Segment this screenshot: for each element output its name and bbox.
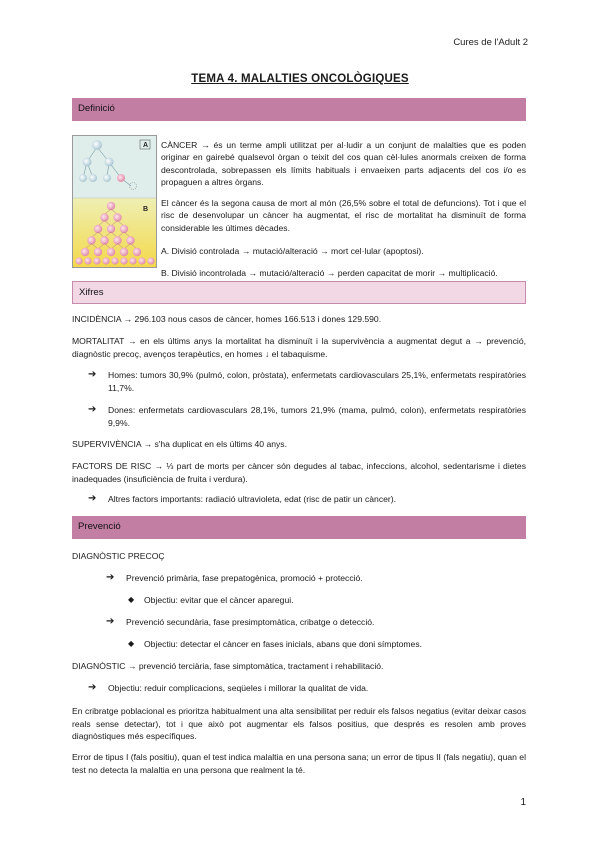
list-item-prevencio-secundaria: ➔ Prevenció secundària, fase presimptomàtica, cribatge o detecció. bbox=[106, 616, 375, 627]
dividing-cell bbox=[107, 225, 115, 233]
list-item-diagnostic-objectiu: ➔ Objectiu: reduir complicacions, seqüeles i millorar la qualitat de vida. bbox=[88, 682, 369, 693]
section-header-definicio: Definició bbox=[72, 98, 526, 121]
dividing-cell bbox=[120, 225, 128, 233]
dividing-cell bbox=[94, 248, 102, 256]
list-item-prevencio-primaria: ➔ Prevenció primària, fase prepatogènica, promoció + protecció. bbox=[106, 572, 363, 583]
dividing-cell bbox=[129, 257, 136, 264]
definition-text-stats: El càncer és la segona causa de mort al món (26,5% sobre el total de defuncions). Tot i que el risc de desenvolupar un càncer ha augmentat, el risc de mortalitat ha disminuït de forma considerable les últimes dècades. bbox=[161, 197, 526, 233]
section-header-xifres: Xifres bbox=[72, 281, 526, 304]
dividing-cell bbox=[113, 236, 121, 244]
dividing-cell bbox=[147, 257, 154, 264]
dividing-cell bbox=[126, 236, 134, 244]
dividing-cell bbox=[138, 257, 145, 264]
dividing-cell bbox=[87, 236, 95, 244]
arrow-bullet-icon: ➔ bbox=[88, 369, 97, 380]
figure-label-b: B bbox=[143, 206, 149, 213]
arrow-bullet-icon: ➔ bbox=[106, 616, 115, 627]
list-item-altres-factors: ➔ Altres factors importants: radiació ultravioleta, edat (risc de patir un càncer). bbox=[88, 493, 397, 504]
diagnostic-text: DIAGNÒSTIC → prevenció terciària, fase simptomàtica, tractament i rehabilitació. bbox=[72, 661, 384, 671]
dividing-cell bbox=[107, 248, 115, 256]
page-title: TEMA 4. MALALTIES ONCOLÒGIQUES bbox=[191, 73, 409, 85]
list-item-dones: ➔ Dones: enfermetats cardiovasculars 28,1%, tumors 21,9% (mama, pulmó, colon), enfermetats respiratòries 9,9%. bbox=[88, 404, 526, 428]
figure-label-a: A bbox=[143, 142, 149, 149]
dividing-cell bbox=[81, 248, 89, 256]
factors-risc-text: FACTORS DE RISC → ⅓ part de morts per càncer són degudes al tabac, infeccions, alcohol, sedentarisme i dietes inadequades (insuficiència de fruita i verdura). bbox=[72, 461, 526, 484]
arrow-bullet-icon: ➔ bbox=[106, 572, 115, 583]
errors-paragraph: Error de tipus I (fals positiu), quan el test indica malaltia en una persona sana; un error de tipus II (fals negatiu), quan el test no detecta la malaltia en una persona que realment la té. bbox=[72, 752, 526, 775]
dividing-cell bbox=[107, 202, 115, 210]
cell-division-figure bbox=[72, 135, 157, 268]
page-number: 1 bbox=[520, 797, 526, 808]
definition-text-cancer: CÀNCER → és un terme ampli utilitzat per al·ludir a un conjunt de malalties que es poden originar en gairebé qualsevol òrgan o teixit del cos quan cèl·lules anormals creixen de forma descontrolada, sobrepassen els límits habituals i envaeixen parts adjacents del cos i/o es propaguen a altres òrgans. bbox=[161, 139, 526, 188]
dividing-cell bbox=[93, 257, 100, 264]
dividing-cell bbox=[100, 213, 108, 221]
cribratge-paragraph: En cribratge poblacional es prioritza habitualment una alta sensibilitat per reduir els falsos negatius (evitar deixar casos reals sense detectar), tot i que això pot augmentar els falsos positius, que després es resolen amb proves diagnòstiques més específiques. bbox=[72, 706, 526, 742]
list-item-homes: ➔ Homes: tumors 30,9% (pulmó, colon, pròstata), enfermetats cardiovasculars 25,1%, enfermetats respiratòries 11,7%. bbox=[88, 369, 526, 393]
arrow-bullet-icon: ➔ bbox=[88, 682, 97, 693]
mortalitat-text: MORTALITAT → en els últims anys la mortalitat ha disminuït i la supervivència a augmentat degut a → prevenció, diagnòstic precoç, avenços terapèutics, en homes ↓ el tabaquisme. bbox=[72, 336, 526, 359]
definition-text-b: B. Divisió incontrolada → mutació/alteració → perden capacitat de morir → multiplicació. bbox=[161, 267, 498, 278]
section-header-prevencio: Prevenció bbox=[72, 516, 526, 539]
diamond-bullet-icon: ◆ bbox=[128, 639, 135, 648]
sublist-item-secundaria-objectiu: ◆ Objectiu: detectar el càncer en fases inicials, abans que doni símptomes. bbox=[128, 639, 423, 649]
dividing-cell bbox=[102, 257, 109, 264]
dividing-cell bbox=[75, 257, 82, 264]
arrow-bullet-icon: ➔ bbox=[88, 493, 97, 504]
dividing-cell bbox=[84, 257, 91, 264]
dividing-cell bbox=[120, 257, 127, 264]
dividing-cell bbox=[111, 257, 118, 264]
dividing-cell bbox=[94, 225, 102, 233]
running-header: Cures de l'Adult 2 bbox=[453, 37, 528, 48]
supervivencia-text: SUPERVIVÈNCIA → s'ha duplicat en els últims 40 anys. bbox=[72, 439, 287, 449]
definition-text-a: A. Divisió controlada → mutació/alteració → mort cel·lular (apoptosi). bbox=[161, 245, 424, 256]
dividing-cell bbox=[113, 213, 121, 221]
arrow-bullet-icon: ➔ bbox=[88, 404, 97, 415]
dividing-cell bbox=[120, 248, 128, 256]
diagnostic-precoc-heading: DIAGNÒSTIC PRECOÇ bbox=[72, 551, 165, 561]
diamond-bullet-icon: ◆ bbox=[128, 595, 135, 604]
incidencia-text: INCIDÈNCIA → 296.103 nous casos de càncer, homes 166.513 i dones 129.590. bbox=[72, 314, 382, 324]
sublist-item-primaria-objectiu: ◆ Objectiu: evitar que el càncer aparegui. bbox=[128, 595, 294, 605]
cell-division-illustration bbox=[73, 136, 156, 267]
dividing-cell bbox=[133, 248, 141, 256]
dividing-cell bbox=[100, 236, 108, 244]
